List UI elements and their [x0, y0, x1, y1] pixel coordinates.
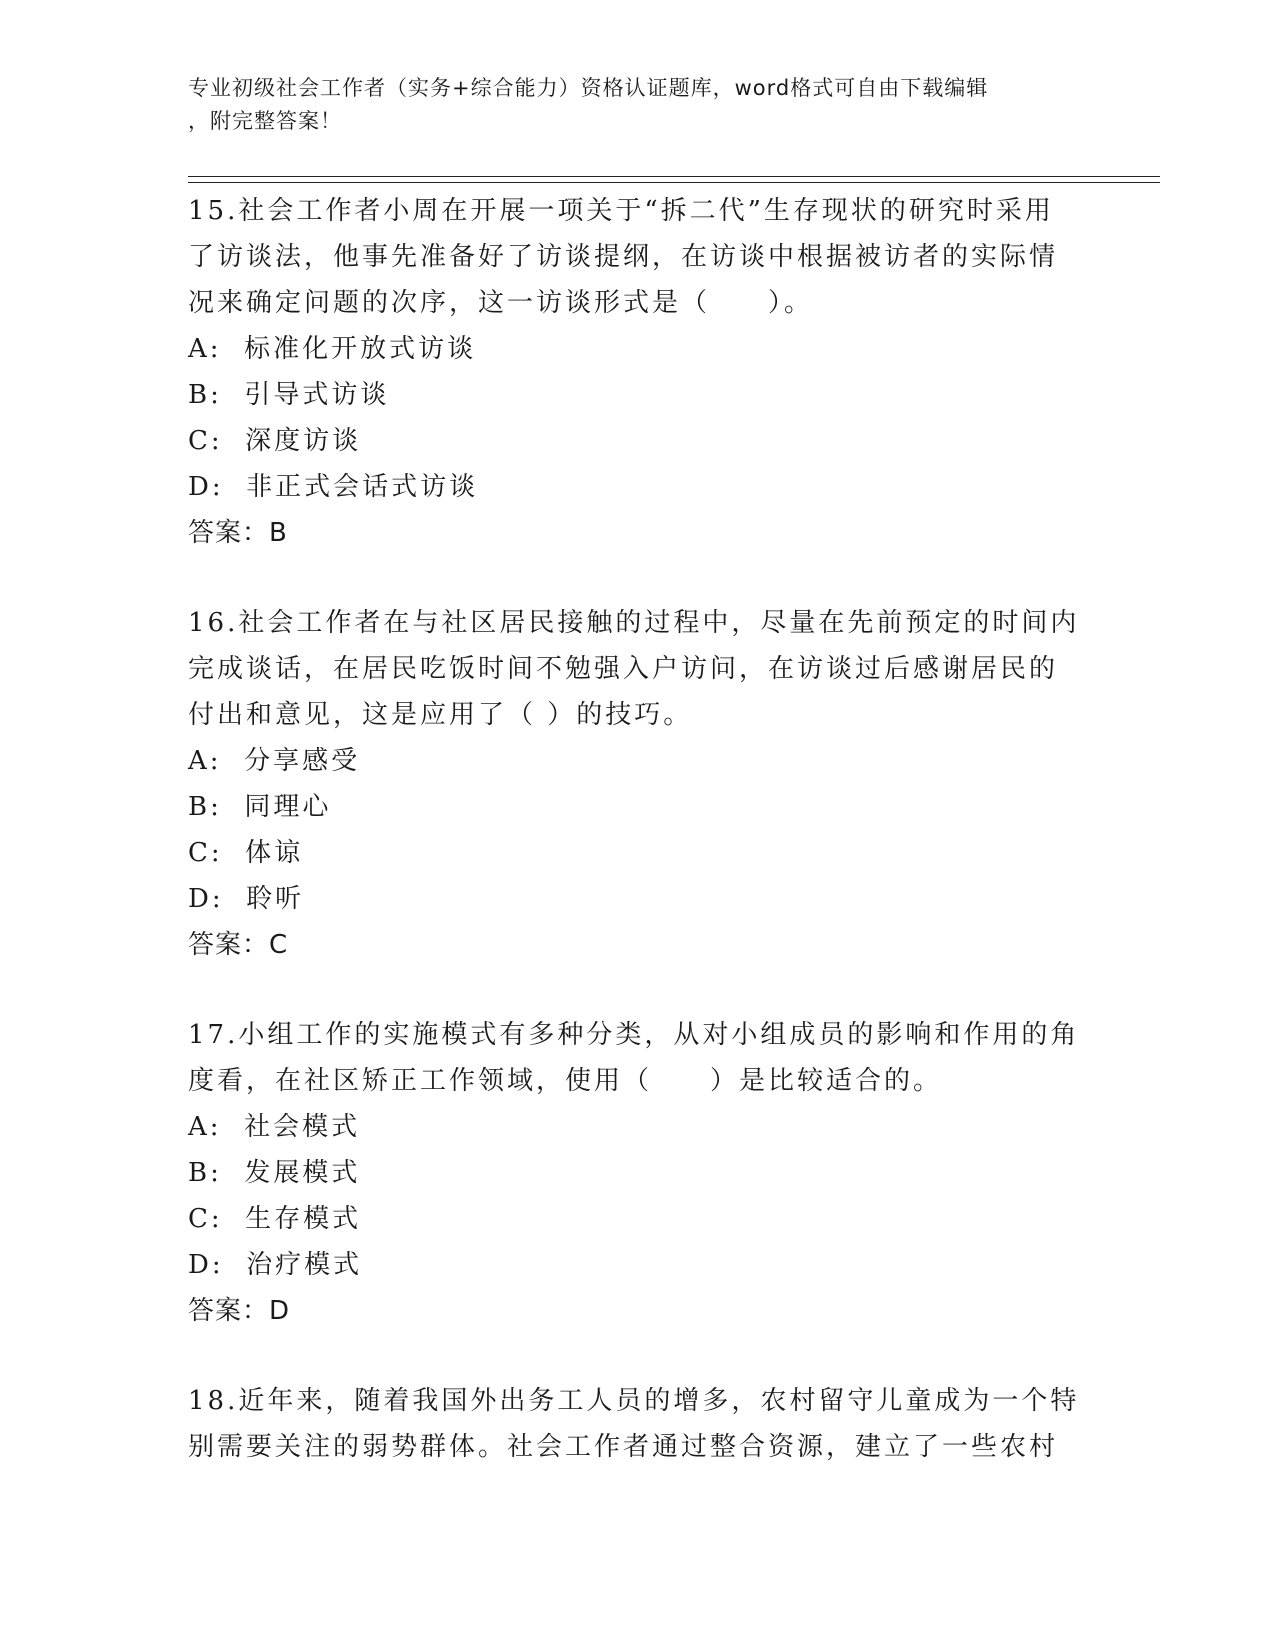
question-stem-line: 15.社会工作者小周在开展一项关于“拆二代”生存现状的研究时采用	[188, 196, 1054, 226]
question-stem-line: 付出和意见，这是应用了（ ）的技巧。	[188, 700, 693, 730]
question-15	[188, 188, 1088, 556]
answer-line: 答案：B	[188, 518, 288, 548]
question-stem-line: 16.社会工作者在与社区居民接触的过程中，尽量在先前预定的时间内	[188, 608, 1080, 638]
answer-line: 答案：C	[188, 930, 289, 960]
option-b: B: 发展模式	[188, 1158, 361, 1188]
question-stem-line: 况来确定问题的次序，这一访谈形式是（ ）。	[188, 288, 814, 318]
option-a: A: 标准化开放式访谈	[188, 334, 477, 364]
answer-line: 答案：D	[188, 1296, 291, 1326]
question-stem-line: 17.小组工作的实施模式有多种分类，从对小组成员的影响和作用的角	[188, 1020, 1080, 1050]
document-header	[188, 72, 1088, 138]
option-d: D: 非正式会话式访谈	[188, 472, 479, 502]
option-d: D: 聆听	[188, 884, 305, 914]
question-16	[188, 600, 1088, 968]
question-stem-line: 了访谈法，他事先准备好了访谈提纲，在访谈中根据被访者的实际情	[188, 242, 1059, 272]
question-stem-line: 18.近年来，随着我国外出务工人员的增多，农村留守儿童成为一个特	[188, 1386, 1080, 1416]
option-c: C: 体谅	[188, 838, 304, 868]
question-18	[188, 1378, 1088, 1470]
option-b: B: 同理心	[188, 792, 332, 822]
header-line-1: 专业初级社会工作者（实务+综合能力）资格认证题库，word格式可自由下载编辑	[188, 76, 989, 100]
question-stem-line: 别需要关注的弱势群体。社会工作者通过整合资源，建立了一些农村	[188, 1432, 1059, 1462]
header-divider-top	[188, 176, 1160, 177]
question-stem-line: 度看，在社区矫正工作领域，使用（ ）是比较适合的。	[188, 1066, 943, 1096]
option-c: C: 生存模式	[188, 1204, 362, 1234]
question-stem-line: 完成谈话，在居民吃饭时间不勉强入户访问，在访谈过后感谢居民的	[188, 654, 1059, 684]
question-17	[188, 1012, 1088, 1334]
option-a: A: 社会模式	[188, 1112, 361, 1142]
option-c: C: 深度访谈	[188, 426, 362, 456]
option-d: D: 治疗模式	[188, 1250, 363, 1280]
option-a: A: 分享感受	[188, 746, 361, 776]
option-b: B: 引导式访谈	[188, 380, 390, 410]
header-line-2: ，附完整答案！	[188, 109, 342, 133]
header-divider-bottom	[188, 182, 1160, 183]
